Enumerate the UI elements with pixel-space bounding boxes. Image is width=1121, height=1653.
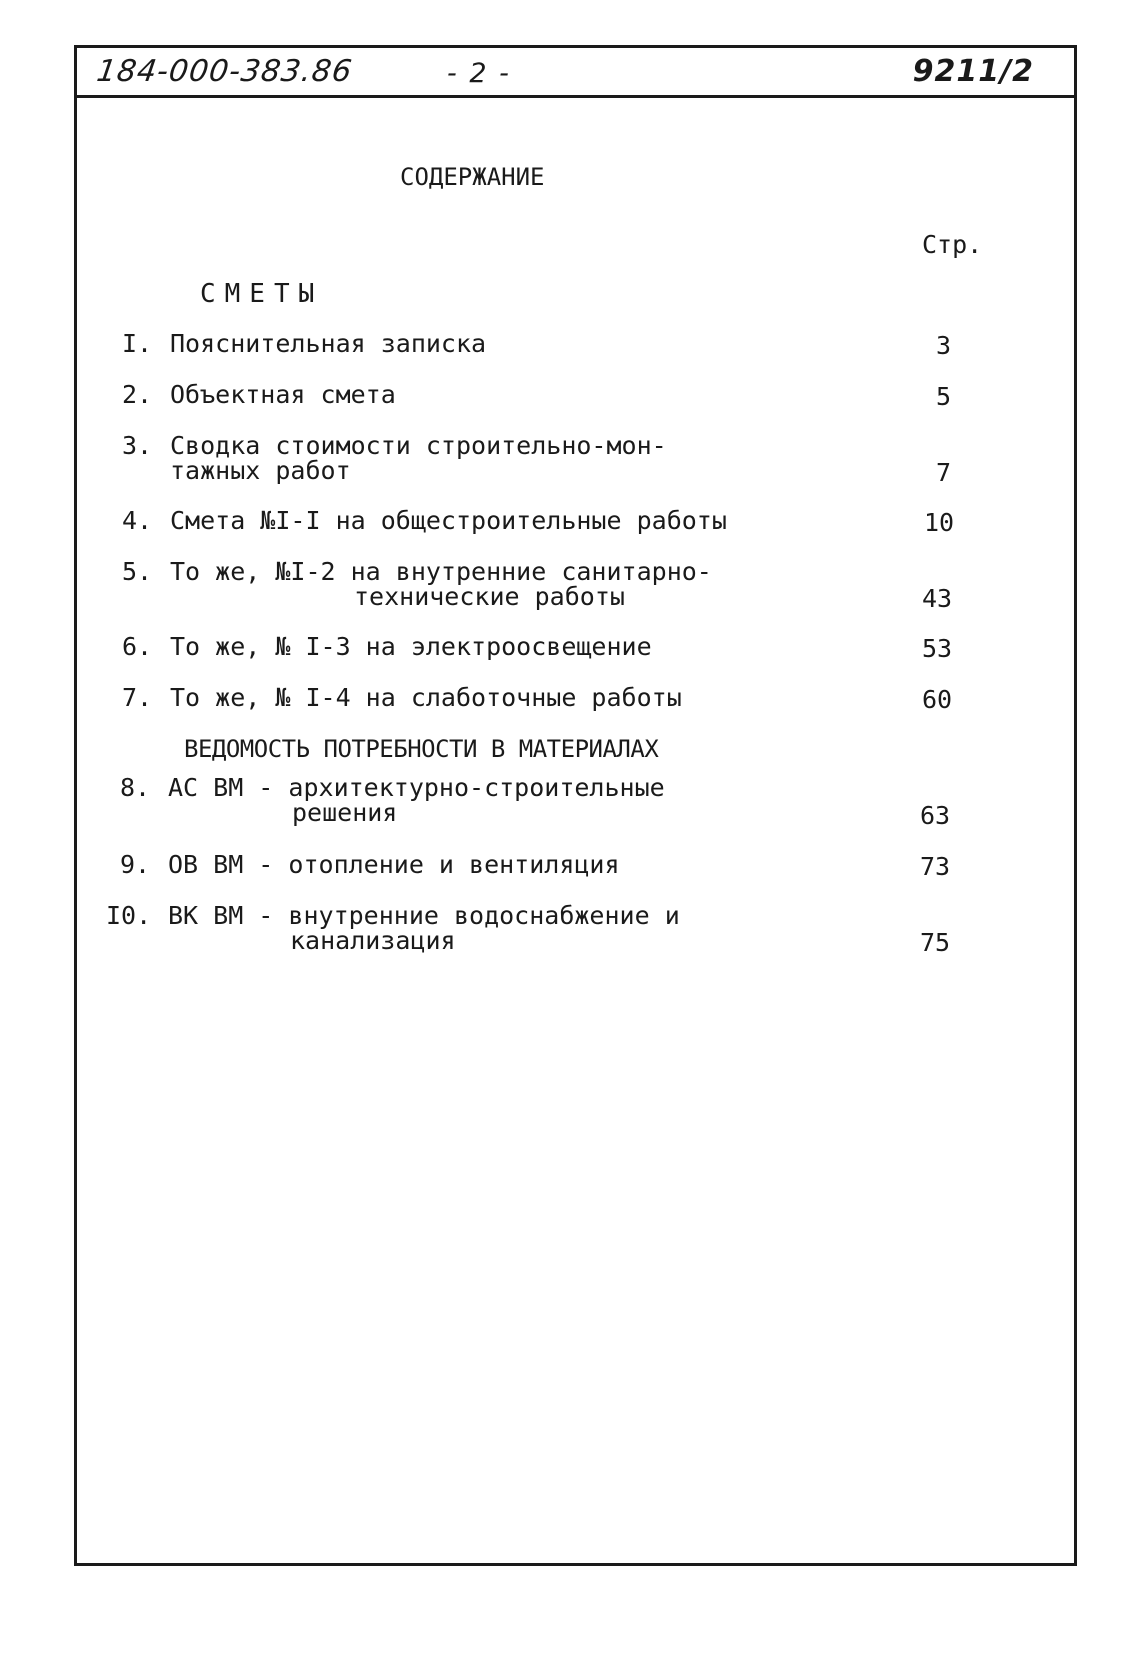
- toc-item-page: 43: [922, 584, 953, 613]
- toc-item: [106, 901, 680, 1033]
- page-column-label: Стр.: [922, 230, 983, 259]
- toc-item-page: 7: [936, 458, 952, 487]
- title-block-strip: [77, 48, 1074, 98]
- toc-item-page: 73: [920, 852, 951, 881]
- toc-item-page: 5: [936, 382, 952, 411]
- page-number-marker: - 2 -: [447, 58, 511, 89]
- toc-item-number: 5.: [122, 557, 153, 586]
- toc-item-title-continued: технические работы: [354, 582, 625, 611]
- toc-item-page: 10: [924, 508, 955, 537]
- toc-item-number: 4.: [122, 506, 153, 535]
- toc-item-title: Смета №I-I на общестроительные работы: [170, 506, 727, 535]
- album-number: 9211/2: [912, 54, 1034, 89]
- toc-item-number: 3.: [122, 431, 153, 460]
- toc-item-number: 7.: [122, 683, 153, 712]
- toc-item-title-continued: решения: [292, 798, 398, 827]
- section-heading-estimates: СМЕТЫ: [200, 279, 324, 309]
- toc-item-title: ВК ВМ - внутренние водоснабжение и: [168, 901, 680, 930]
- toc-item-page: 60: [922, 685, 953, 714]
- section-heading-materials: ВЕДОМОСТЬ ПОТРЕБНОСТИ В МАТЕРИАЛАХ: [184, 735, 659, 763]
- toc-item-page: 3: [936, 331, 952, 360]
- toc-item-title: Пояснительная записка: [170, 329, 487, 358]
- toc-item-page: 75: [920, 928, 951, 957]
- toc-item-title: АС ВМ - архитектурно-строительные: [168, 773, 665, 802]
- toc-item-title: Сводка стоимости строительно-мон-: [170, 431, 667, 460]
- toc-item-page: 63: [920, 801, 951, 830]
- toc-item-title: ОВ ВМ - отопление и вентиляция: [168, 850, 620, 879]
- toc-item-title-continued: тажных работ: [170, 456, 351, 485]
- toc-item-number: I.: [122, 329, 153, 358]
- toc-item-page: 53: [922, 634, 953, 663]
- toc-item-number: 2.: [122, 380, 153, 409]
- document-code: 184-000-383.86: [94, 54, 355, 89]
- toc-item-title: То же, № I-4 на слаботочные работы: [170, 683, 682, 712]
- toc-item-title: Объектная смета: [170, 380, 396, 409]
- toc-item-number: 9.: [120, 850, 151, 879]
- toc-item-number: 6.: [122, 632, 153, 661]
- toc-item-title: То же, № I-3 на электроосвещение: [170, 632, 652, 661]
- toc-item-title: То же, №I-2 на внутренние санитарно-: [170, 557, 712, 586]
- page-title: СОДЕРЖАНИЕ: [400, 163, 545, 191]
- toc-item-number: I0.: [106, 901, 152, 930]
- toc-item-number: 8.: [120, 773, 151, 802]
- toc-item-title-continued: канализация: [290, 926, 456, 955]
